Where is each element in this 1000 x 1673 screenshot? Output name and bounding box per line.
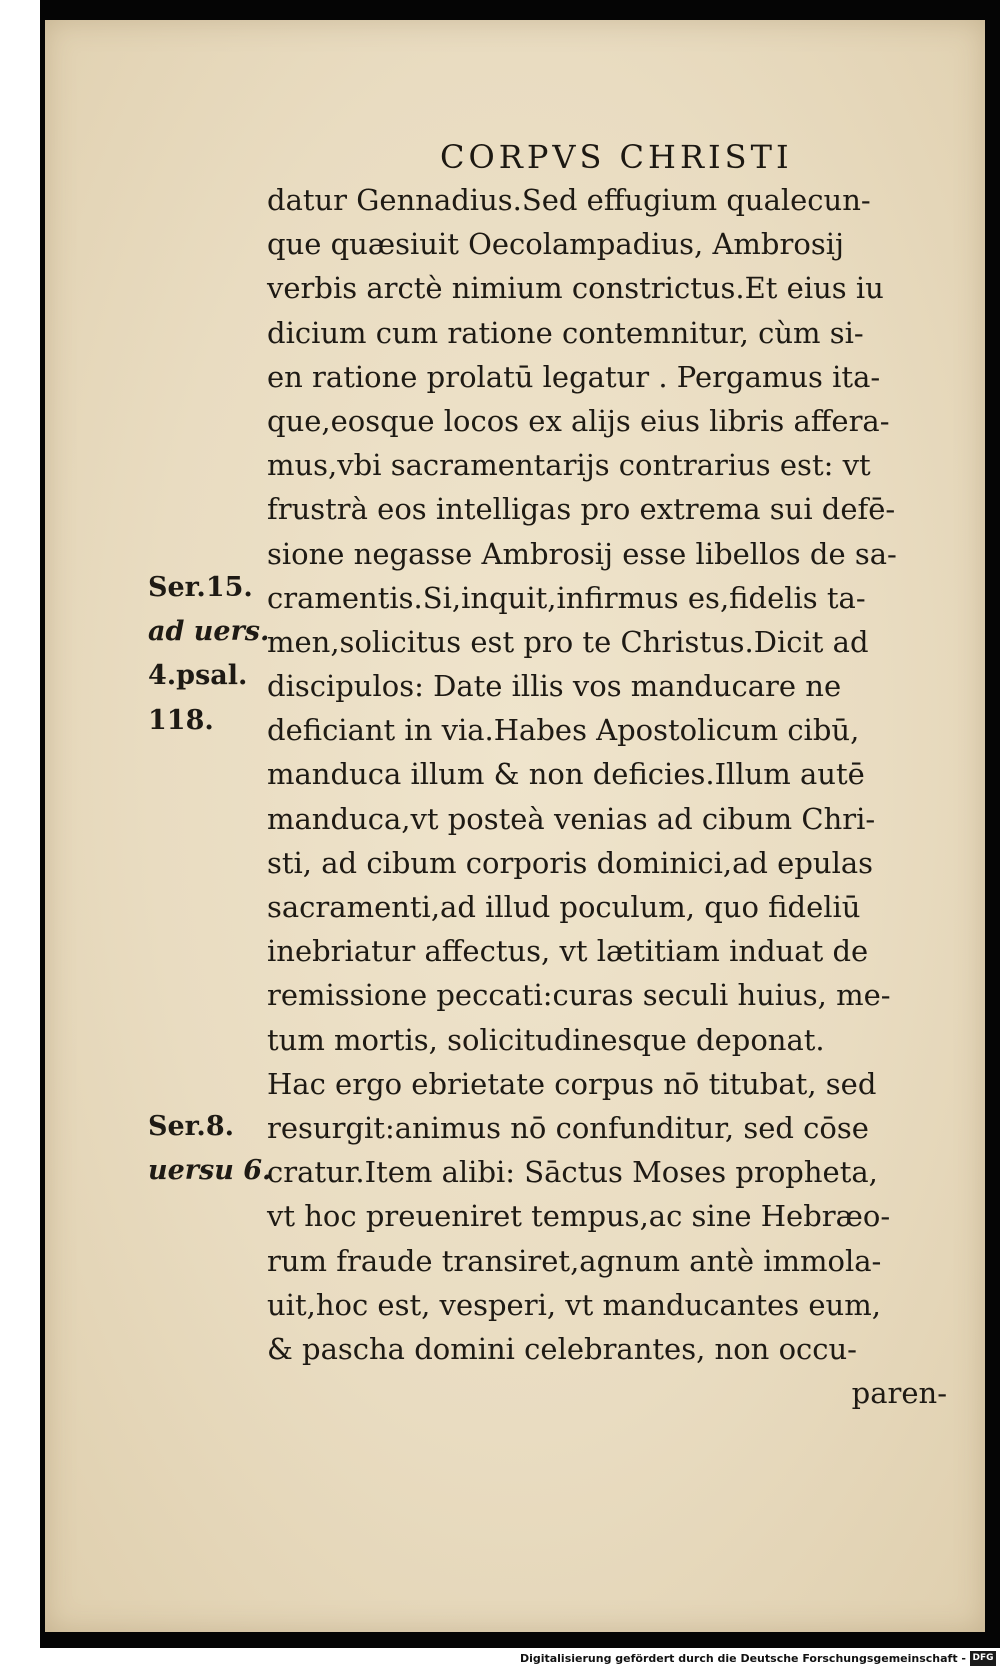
text-line: deficiant in via.Habes Apostolicum cibū, [267,713,860,748]
footer-bar [0,1648,1000,1673]
text-line: dicium cum ratione contemnitur, cùm si- [267,315,864,350]
text-line: manduca,vt posteà venias ad cibum Chri- [267,801,876,836]
body-text [267,178,947,1415]
text-line: frustrà eos intelligas pro extrema sui defē- [267,492,896,527]
text-line: resurgit:animus nō confunditur, sed cōse [267,1110,869,1145]
text-line: sti, ad cibum corporis dominici,ad epulas [267,845,874,880]
text-line: remissione peccati:curas seculi huius, me- [267,978,891,1013]
text-line: vt hoc preueniret tempus,ac sine Hebræo- [267,1199,891,1234]
text-line: & pascha domini celebrantes, non occu- [267,1331,857,1366]
text-line: cramentis.Si,inquit,infirmus es,fidelis ta- [267,580,866,615]
text-line: discipulos: Date illis vos manducare ne [267,669,842,704]
margin-note-line: 4.psal. [148,660,248,692]
margin-note-line: ad uers. [148,616,270,648]
text-line: verbis arctè nimium constrictus.Et eius iu [267,271,884,306]
margin-note-sermon-8 [148,1105,272,1193]
text-line: sacramenti,ad illud poculum, quo fideliū [267,890,861,924]
text-line: uit,hoc est, vesperi, vt manducantes eum, [267,1287,881,1322]
text-line: que quæsiuit Oecolampadius, Ambrosij [267,227,844,262]
text-line: cratur.Item alibi: Sāctus Moses propheta, [267,1155,878,1190]
text-line: Hac ergo ebrietate corpus nō titubat, sed [267,1066,877,1101]
dfg-logo: DFG [970,1651,996,1666]
margin-note-line: 118. [148,704,214,736]
text-line: mus,vbi sacramentarijs contrarius est: vt [267,448,871,483]
book-page [45,20,985,1632]
margin-note-line: Ser.8. [148,1111,235,1142]
text-line: manduca illum & non deficies.Illum autē [267,757,865,792]
text-line: datur Gennadius.Sed effugium qualecun- [267,183,871,217]
margin-note-line: uersu 6. [148,1155,272,1187]
text-line: men,solicitus est pro te Christus.Dicit ad [267,624,869,659]
text-line: tum mortis, solicitudinesque deponat. [267,1022,825,1057]
digitization-credit: Digitalisierung gefördert durch die Deutsche Forschungsgemeinschaft - [519,1652,966,1665]
text-line: que,eosque locos ex alijs eius libris affera- [267,403,890,438]
margin-note-sermon-15 [148,566,268,743]
running-head: CORPVS CHRISTI [440,138,793,176]
text-line: inebriatur affectus, vt lætitiam induat de [267,934,869,969]
text-line: sione negasse Ambrosij esse libellos de sa- [267,536,897,571]
margin-note-line: Ser.15. [148,572,253,603]
text-line: rum fraude transiret,agnum antè immola- [267,1243,882,1278]
text-line: en ratione prolatū legatur . Pergamus ita- [267,359,881,394]
catchword: paren- [851,1376,947,1411]
